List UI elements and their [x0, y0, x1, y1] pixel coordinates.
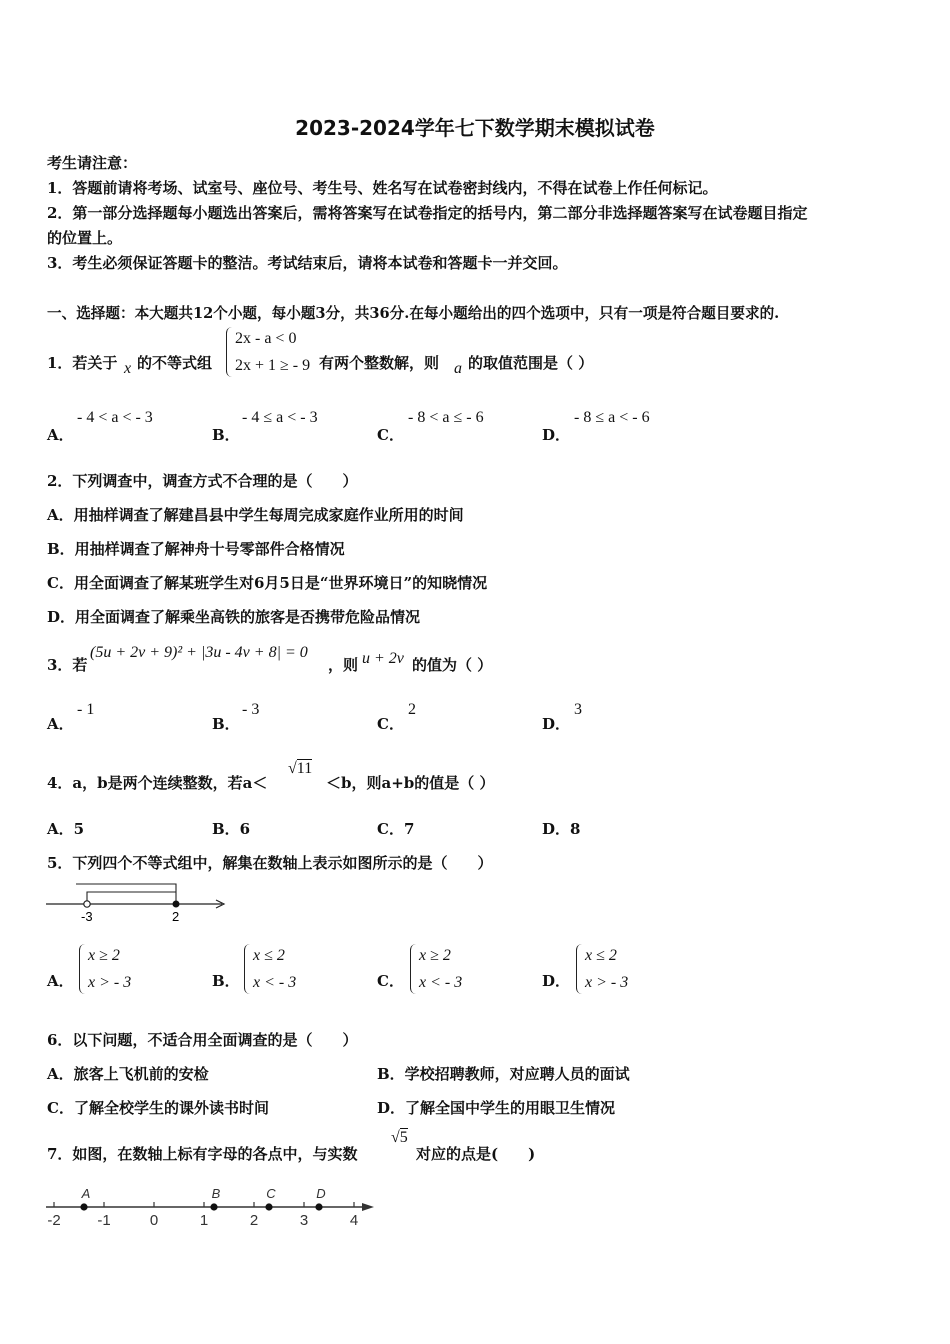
q5-option-d	[576, 942, 628, 996]
q4-stem-end: ＜b，则a+b的值是（ ）	[326, 774, 495, 792]
q5-a-line-2: x > - 3	[88, 974, 132, 991]
sqrt-icon: √	[288, 760, 297, 777]
q6-option-d: D．了解全国中学生的用眼卫生情况	[377, 1099, 616, 1117]
q1-var-a: a	[454, 360, 462, 377]
notice-item: 3．考生必须保证答题卡的整洁。考试结束后，请将本试卷和答题卡一并交回。	[47, 254, 568, 272]
q4-sqrt	[288, 760, 312, 778]
q5-stem: 5．下列四个不等式组中，解集在数轴上表示如图所示的是（ ）	[47, 854, 493, 872]
q1-stem-post: 有两个整数解，则	[319, 354, 440, 372]
q1-option-a: - 4 < a < - 3	[77, 409, 153, 426]
q2-option-a: A．用抽样调查了解建昌县中学生每周完成家庭作业所用的时间	[47, 506, 464, 524]
q5-d-line-1: x ≤ 2	[585, 947, 617, 964]
brace-icon	[244, 944, 251, 994]
point-a	[80, 1203, 87, 1210]
q2-option-b: B．用抽样调查了解神舟十号零部件合格情况	[47, 540, 345, 558]
q5-b-line-2: x < - 3	[253, 974, 297, 991]
q3-stem-mid: ，则	[328, 656, 359, 674]
q3-option-c-label: C．	[377, 715, 404, 733]
q4-option-d: D．8	[542, 820, 581, 838]
q3-option-c: 2	[408, 701, 416, 718]
q1-option-d: - 8 ≤ a < - 6	[574, 409, 650, 426]
q6-option-b: B．学校招聘教师，对应聘人员的面试	[377, 1065, 630, 1083]
q4-option-c: C．7	[377, 820, 415, 838]
q5-number-line	[44, 878, 234, 926]
notice-item: 2．第一部分选择题每小题选出答案后，需将答案写在试卷指定的括号内，第二部分非选择题答案写在试卷题目指定	[47, 204, 808, 222]
q5-option-d-label: D．	[542, 972, 571, 990]
q5-c-line-2: x < - 3	[419, 974, 463, 991]
q1-inequality-2: 2x + 1 ≥ - 9	[235, 357, 311, 374]
tick-label: 1	[199, 1212, 209, 1229]
notice-item: 1．答题前请将考场、试室号、座位号、考生号、姓名写在试卷密封线内，不得在试卷上作任何标记。	[47, 179, 718, 197]
q3-option-d-label: D．	[542, 715, 571, 733]
q3-stem-pre: 3．若	[47, 656, 88, 674]
q3-option-a: - 1	[77, 701, 95, 718]
point-label: C	[266, 1186, 276, 1201]
q3-formula: (5u + 2v + 9)² + |3u - 4v + 8| = 0	[90, 644, 308, 661]
q3-option-b: - 3	[242, 701, 260, 718]
q1-option-a-label: A．	[47, 426, 74, 444]
solution-bracket-lower	[87, 892, 176, 902]
q6-stem: 6．以下问题，不适合用全面调查的是（ ）	[47, 1031, 358, 1049]
q3-option-a-label: A．	[47, 715, 74, 733]
q5-a-line-1: x ≥ 2	[88, 947, 120, 964]
q1-option-c: - 8 < a ≤ - 6	[408, 409, 484, 426]
q1-option-c-label: C．	[377, 426, 404, 444]
q7-number-line	[40, 1180, 380, 1232]
section-heading: 一、选择题：本大题共12个小题，每小题3分，共36分.在每小题给出的四个选项中，只有一项是符合题目要求的.	[47, 305, 780, 322]
tick-label: -2	[47, 1212, 61, 1229]
q4-option-b: B．6	[212, 820, 251, 838]
q2-option-c: C．用全面调查了解某班学生对6月5日是“世界环境日”的知晓情况	[47, 574, 488, 592]
q5-option-b	[244, 942, 296, 996]
notice-heading: 考生请注意：	[47, 154, 138, 172]
brace-icon	[410, 944, 417, 994]
q4-option-a: A．5	[47, 820, 85, 838]
tick-label: -1	[97, 1212, 111, 1229]
q1-option-b: - 4 ≤ a < - 3	[242, 409, 318, 426]
q1-inequality-system	[226, 325, 310, 379]
tick-label: 0	[149, 1212, 159, 1229]
q1-stem-end: 的取值范围是（ ）	[468, 354, 594, 372]
q3-option-b-label: B．	[212, 715, 240, 733]
tick-label: 3	[299, 1212, 309, 1229]
q7-radicand: 5	[399, 1129, 408, 1146]
q1-option-d-label: D．	[542, 426, 571, 444]
q3-stem-end: 的值为（ ）	[412, 656, 493, 674]
q5-option-c	[410, 942, 462, 996]
brace-icon	[226, 327, 233, 377]
q7-stem-end: 对应的点是( )	[416, 1145, 536, 1163]
q5-d-line-2: x > - 3	[585, 974, 629, 991]
q5-b-line-1: x ≤ 2	[253, 947, 285, 964]
q5-option-a	[79, 942, 131, 996]
q7-sqrt	[391, 1129, 408, 1147]
brace-icon	[576, 944, 583, 994]
q1-var-x: x	[124, 360, 132, 377]
sqrt-icon: √	[391, 1129, 400, 1146]
q5-option-c-label: C．	[377, 972, 404, 990]
q5-c-line-1: x ≥ 2	[419, 947, 451, 964]
q1-stem-pre: 1．若关于	[47, 354, 118, 372]
open-point	[84, 901, 90, 907]
q7-stem-pre: 7．如图，在数轴上标有字母的各点中，与实数	[47, 1145, 358, 1163]
point-b	[210, 1203, 217, 1210]
point-label: A	[81, 1186, 91, 1201]
q4-stem-pre: 4．a，b是两个连续整数，若a＜	[47, 774, 268, 792]
q3-option-d: 3	[574, 701, 582, 718]
q4-radicand: 11	[296, 760, 313, 777]
point-c	[265, 1203, 272, 1210]
q3-expression: u + 2v	[362, 650, 404, 667]
axis-label: 2	[172, 909, 180, 924]
q2-option-d: D．用全面调查了解乘坐高铁的旅客是否携带危险品情况	[47, 608, 421, 626]
q5-option-b-label: B．	[212, 972, 240, 990]
solution-bracket-upper	[76, 884, 176, 902]
q1-option-b-label: B．	[212, 426, 240, 444]
q6-option-c: C．了解全校学生的课外读书时间	[47, 1099, 269, 1117]
notice-item: 的位置上。	[47, 229, 123, 247]
q1-inequality-1: 2x - a < 0	[235, 330, 297, 347]
q5-option-a-label: A．	[47, 972, 74, 990]
point-label: D	[316, 1186, 326, 1201]
tick-label: 2	[249, 1212, 259, 1229]
page-title: 2023-2024学年七下数学期末模拟试卷	[295, 116, 655, 140]
q1-stem-mid: 的不等式组	[137, 354, 213, 372]
axis-label: -3	[81, 909, 93, 924]
brace-icon	[79, 944, 86, 994]
point-d	[315, 1203, 322, 1210]
q2-stem: 2．下列调查中，调查方式不合理的是（ ）	[47, 472, 358, 490]
q6-option-a: A．旅客上飞机前的安检	[47, 1065, 209, 1083]
point-label: B	[211, 1186, 221, 1201]
arrow-icon	[362, 1203, 374, 1211]
tick-label: 4	[349, 1212, 359, 1229]
closed-point	[173, 901, 180, 908]
